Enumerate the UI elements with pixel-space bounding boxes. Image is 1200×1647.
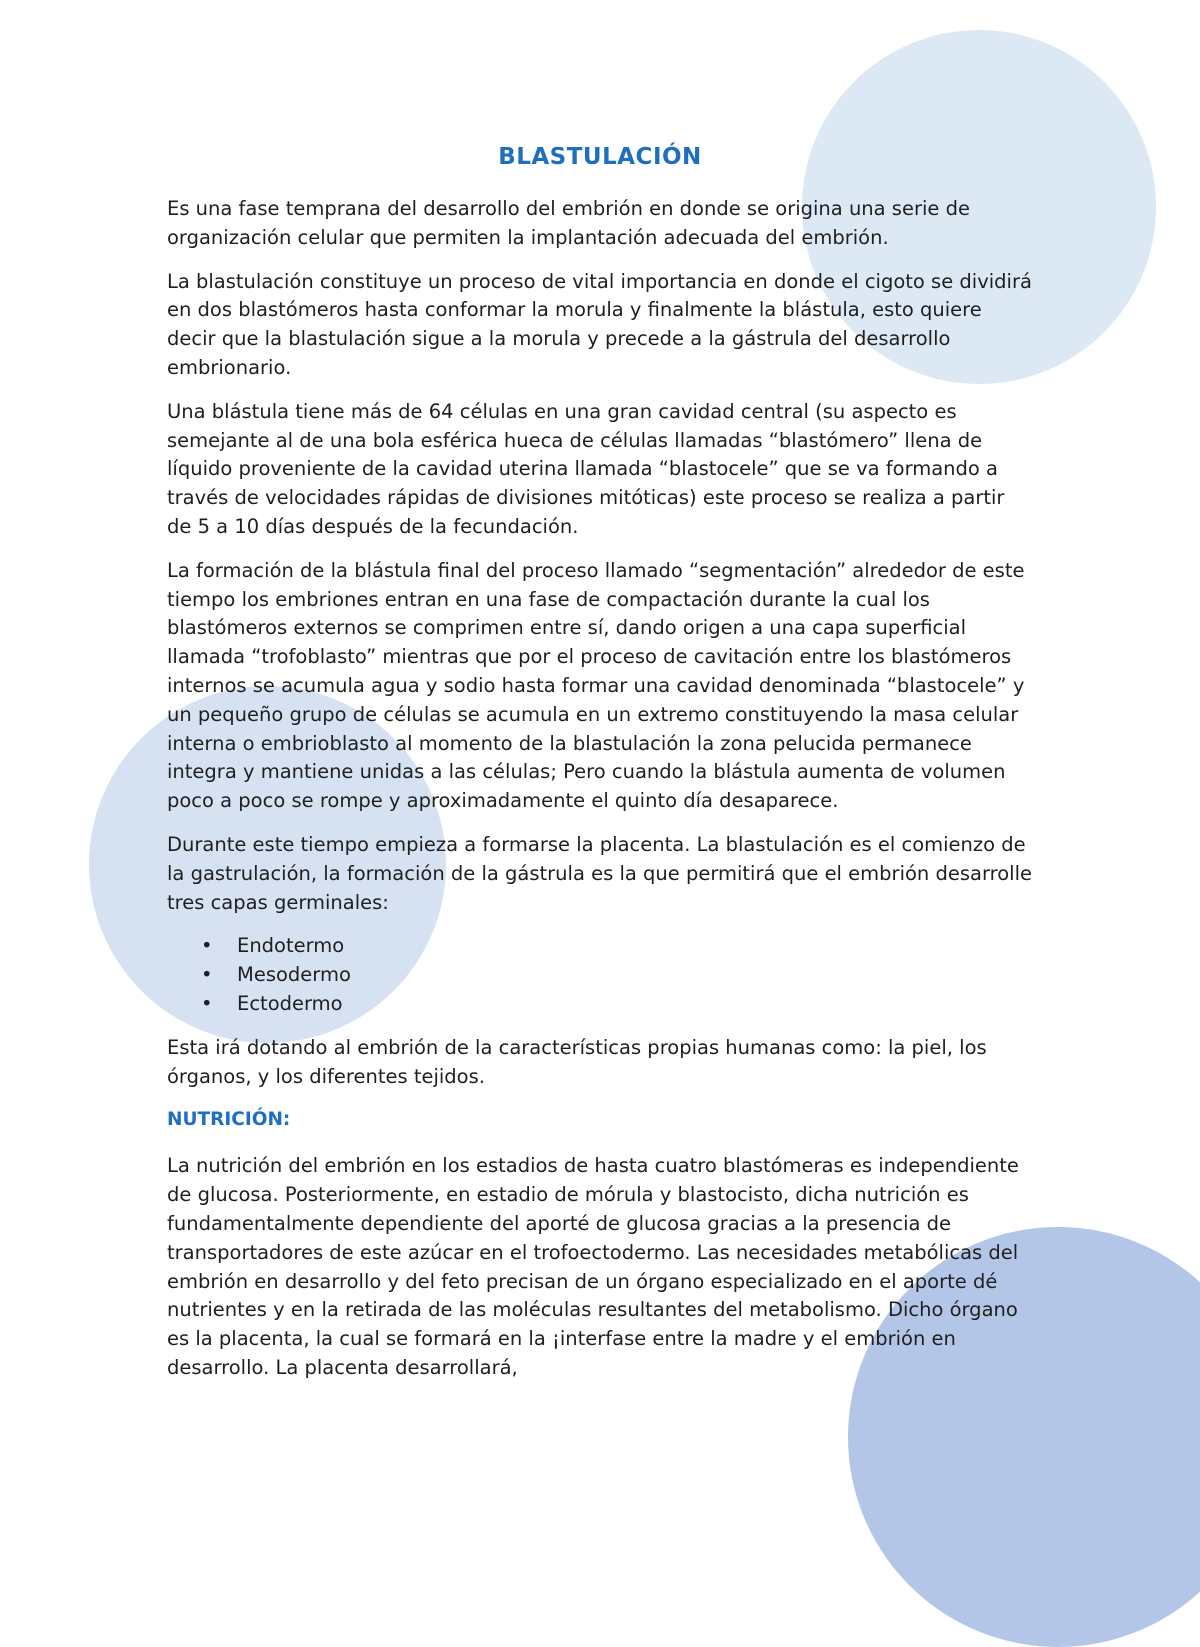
paragraph-importance: La blastulación constituye un proceso de vital importancia en donde el cigoto se dividirá en dos blastómeros hasta conformar la morula y finalmente la blástula, esto quiere decir que la blastulación sigue a la morula y precede a la gástrula del desarrollo embrionario. — [167, 269, 1032, 379]
list-item — [201, 932, 1033, 961]
document-body — [167, 140, 1033, 1398]
list-item-label: Mesodermo — [237, 963, 351, 987]
paragraph-intro: Es una fase temprana del desarrollo del embrión en donde se origina una serie de organización celular que permiten la implantación adecuada del embrión. — [167, 197, 970, 249]
paragraph-blastula-description: Una blástula tiene más de 64 células en una gran cavidad central (su aspecto es semejante al de una bola esférica hueca de células llamadas “blastómero” llena de líquido proveniente de la cavidad uterina llamada “blastocele” que se va formando a través de velocidades rápidas de divisiones mitóticas) este proceso se realiza a partir de 5 a 10 días después de la fecundación. — [167, 399, 1005, 538]
list-item-label: Endotermo — [237, 934, 345, 958]
list-item-label: Ectodermo — [237, 991, 343, 1015]
paragraph-formation: La formación de la blástula final del proceso llamado “segmentación” alrededor de este tiempo los embriones entran en una fase de compactación durante la cual los blastómeros externos se comprimen entre sí, dando origen a una capa superficial llamada “trofoblasto” mientras que por el proceso de cavitación entre los blastómeros internos se acumula agua y sodio hasta formar una cavidad denominada “blastocele” y un pequeño grupo de células se acumula en un extremo constituyendo la masa celular interna o embrioblasto al momento de la blastulación la zona pelucida permanece integra y mantiene unidas a las células; Pero cuando la blástula aumenta de volumen poco a poco se rompe y aproximadamente el quinto día desaparece. — [167, 558, 1025, 813]
page-title: BLASTULACIÓN — [498, 144, 702, 170]
germ-layers-list — [167, 932, 1033, 1018]
paragraph-placenta: Durante este tiempo empieza a formarse la placenta. La blastulación es el comienzo de la gastrulación, la formación de la gástrula es la que permitirá que el embrión desarrolle tres capas germinales: — [167, 832, 1032, 914]
bullet-icon: • — [201, 934, 213, 958]
paragraph-nutrition: La nutrición del embrión en los estadios de hasta cuatro blastómeras es independiente de glucosa. Posteriormente, en estadio de mórula y blastocisto, dicha nutrición es fundamentalmente dependiente del aporté de glucosa gracias a la presencia de transportadores de este azúcar en el trofoectodermo. Las necesidades metabólicas del embrión en desarrollo y del feto precisan de un órgano especializado en el aporte dé nutrientes y en la retirada de las moléculas resultantes del metabolismo. Dicho órgano es la placenta, la cual se formará en la ¡interfase entre la madre y el embrión en desarrollo. La placenta desarrollará, — [167, 1154, 1019, 1379]
list-item — [201, 961, 1033, 990]
bullet-icon: • — [201, 963, 213, 987]
paragraph-characteristics: Esta irá dotando al embrión de la características propias humanas como: la piel, los órganos, y los diferentes tejidos. — [167, 1035, 987, 1088]
section-heading-nutrition: NUTRICIÓN: — [167, 1109, 291, 1131]
bullet-icon: • — [201, 991, 213, 1015]
list-item — [201, 990, 1033, 1019]
